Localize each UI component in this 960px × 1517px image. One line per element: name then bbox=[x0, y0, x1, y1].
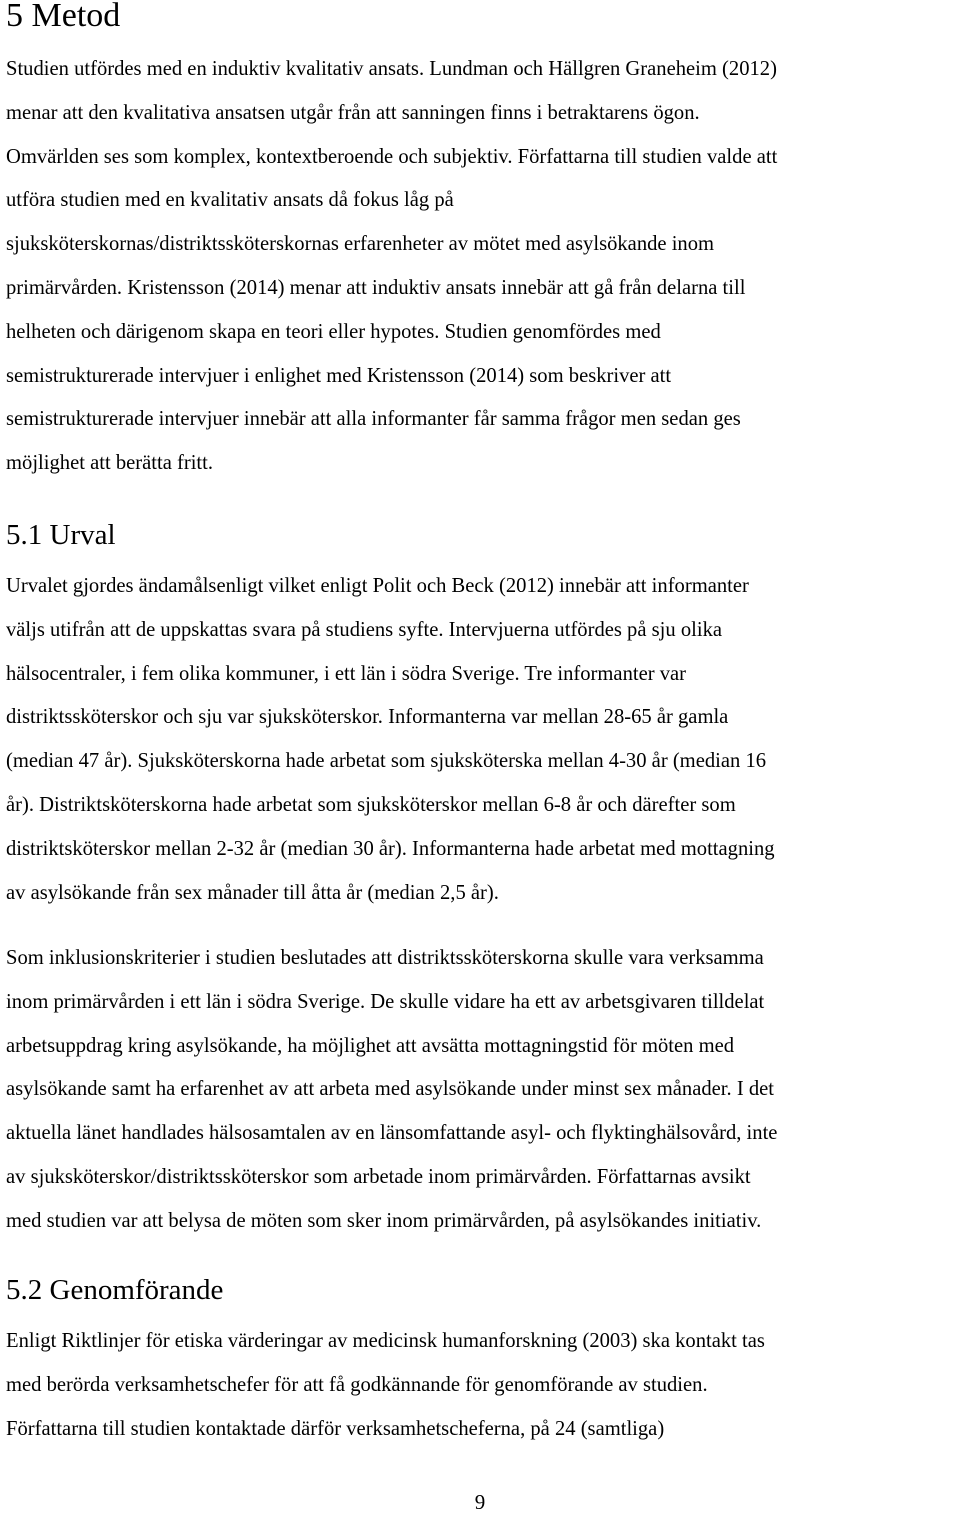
text-line: distriktsköterskor mellan 2-32 år (median 30 år). Informanterna hade arbetat med mottagning bbox=[6, 837, 775, 860]
text-line: möjlighet att berätta fritt. bbox=[6, 452, 214, 475]
text-line: primärvården. Kristensson (2014) menar att induktiv ansats innebär att gå från delarna till bbox=[6, 276, 746, 299]
text-line: (median 47 år). Sjuksköterskorna hade arbetat som sjuksköterska mellan 4-30 år (median 16 bbox=[6, 750, 767, 773]
text-line: Författarna till studien kontaktade därför verksamhetscheferna, på 24 (samtliga) bbox=[6, 1417, 665, 1440]
text-line: Studien utfördes med en induktiv kvalitativ ansats. Lundman och Hällgren Graneheim (2012) bbox=[6, 58, 777, 80]
text-line: inom primärvården i ett län i södra Sverige. De skulle vidare ha ett av arbetsgivaren tilldelat bbox=[6, 990, 765, 1013]
text-line: menar att den kvalitativa ansatsen utgår från att sanningen finns i betraktarens ögon. bbox=[6, 101, 700, 124]
text-line: Urvalet gjordes ändamålsenligt vilket enligt Polit och Beck (2012) innebär att informanter bbox=[6, 575, 749, 597]
genomforande-paragraph-1 bbox=[6, 1320, 956, 1451]
text-line: väljs utifrån att de uppskattas svara på studiens syfte. Intervjuerna utfördes på sju olika bbox=[6, 618, 723, 641]
text-line: aktuella länet handlades hälsosamtalen av en länsomfattande asyl- och flyktinghälsovård, inte bbox=[6, 1122, 778, 1145]
text-line: av sjuksköterskor/distriktssköterskor som arbetade inom primärvården. Författarnas avsikt bbox=[6, 1165, 751, 1188]
text-line: av asylsökande från sex månader till åtta år (median 2,5 år). bbox=[6, 881, 499, 904]
text-line: med berörda verksamhetschefer för att få godkännande för genomförande av studien. bbox=[6, 1373, 708, 1396]
section-heading-metod: 5 Metod bbox=[6, 0, 121, 34]
text-line: Enligt Riktlinjer för etiska värderingar av medicinsk humanforskning (2003) ska kontakt tas bbox=[6, 1330, 765, 1352]
section-heading-urval: 5.1 Urval bbox=[6, 519, 116, 551]
text-line: arbetsuppdrag kring asylsökande, ha möjlighet att avsätta mottagningstid för möten med bbox=[6, 1034, 735, 1057]
text-line: semistrukturerade intervjuer innebär att alla informanter får samma frågor men sedan ges bbox=[6, 408, 741, 431]
text-line: Som inklusionskriterier i studien beslutades att distriktssköterskorna skulle vara verksamma bbox=[6, 947, 764, 969]
text-line: år). Distriktsköterskorna hade arbetat som sjuksköterskor mellan 6-8 år och därefter som bbox=[6, 793, 736, 816]
text-line: Omvärlden ses som komplex, kontextberoende och subjektiv. Författarna till studien valde att bbox=[6, 145, 778, 168]
text-line: utföra studien med en kvalitativ ansats då fokus låg på bbox=[6, 189, 454, 212]
text-line: sjuksköterskornas/distriktssköterskornas erfarenheter av mötet med asylsökande inom bbox=[6, 233, 715, 256]
text-line: distriktssköterskor och sju var sjuksköterskor. Informanterna var mellan 28-65 år gamla bbox=[6, 706, 729, 729]
intro-paragraph bbox=[6, 48, 956, 486]
text-line: helheten och därigenom skapa en teori eller hypotes. Studien genomfördes med bbox=[6, 320, 661, 343]
page-number: 9 bbox=[474, 1490, 486, 1514]
text-line: semistrukturerade intervjuer i enlighet med Kristensson (2014) som beskriver att bbox=[6, 364, 672, 387]
text-line: asylsökande samt ha erfarenhet av att arbeta med asylsökande under minst sex månader. I det bbox=[6, 1078, 774, 1101]
text-line: hälsocentraler, i fem olika kommuner, i ett län i södra Sverige. Tre informanter var bbox=[6, 662, 687, 685]
urval-paragraph-1 bbox=[6, 565, 956, 915]
urval-paragraph-2 bbox=[6, 937, 956, 1244]
text-line: med studien var att belysa de möten som sker inom primärvården, på asylsökandes initiativ. bbox=[6, 1209, 762, 1232]
section-heading-genomforande: 5.2 Genomförande bbox=[6, 1274, 224, 1306]
